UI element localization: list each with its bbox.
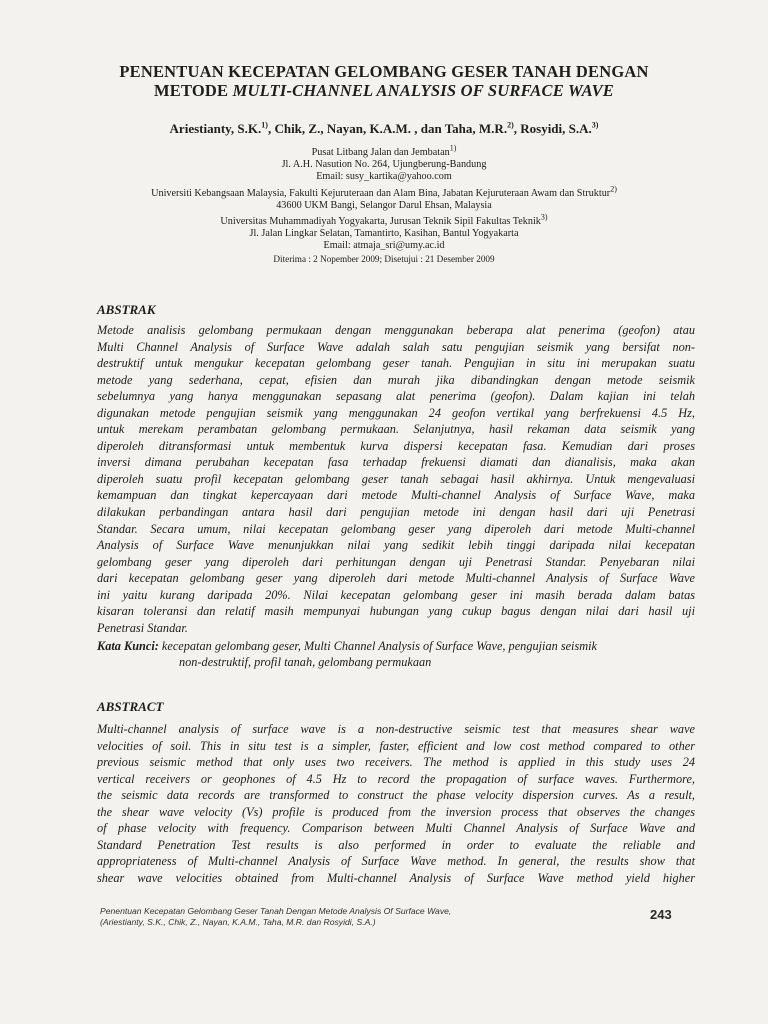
keywords <box>97 638 697 670</box>
author-2-4: , Chik, Z., Nayan, K.A.M. , dan Taha, M.R. <box>267 121 508 136</box>
keywords-text-1: kecepatan gelombang geser, Multi Channel Analysis of Surface Wave, pengujian seismik <box>158 639 598 653</box>
text-line: untuk merekam perambatan gelombang permukaan. Selanjutnya, hasil rekaman data seismik yang <box>97 422 695 437</box>
affiliation-2-name: Universiti Kebangsaan Malaysia, Fakulti Kejuruteraan dan Alam Bina, Jabatan Kejuruteraan Awam dan Struktur <box>151 187 611 199</box>
keywords-line-1 <box>97 638 697 654</box>
text-line: destruktif untuk mengukur kecepatan gelombang geser tanah. Pengujian in situ ini merupakan suatu <box>97 356 695 371</box>
author-4-sup: 2) <box>507 120 514 130</box>
text-line: inversi dimana perubahan kecepatan fasa terhadap frekuensi diamati dan dianalisis, maka akan <box>97 455 695 470</box>
affiliations <box>0 143 768 265</box>
text-line: ini yaitu kurang daripada 20%. Nilai kecepatan gelombang geser ini masih berada dalam batas <box>97 587 695 602</box>
affiliation-1-sup: 1) <box>449 143 457 153</box>
text-line: Multi-channel analysis of surface wave is a non-destructive seismic test that measures shear wave <box>97 722 695 736</box>
text-line: Metode analisis gelombang permukaan dengan menggunakan beberapa alat penerima (geofon) atau <box>97 323 695 337</box>
affiliation-3-sup: 3) <box>540 212 548 222</box>
abstrak-heading: ABSTRAK <box>97 302 156 317</box>
text-line: kemampuan dan tingkat kepercayaan dari metode Multi-channel Analysis of Surface Wave, maka <box>97 488 695 503</box>
title-line-2-plain: METODE <box>154 81 233 100</box>
affiliation-2-address: 43600 UKM Bangi, Selangor Darul Ehsan, Malaysia <box>276 199 492 211</box>
text-line: Standar. Secara umum, nilai kecepatan gelombang geser yang diperoleh dari metode Multi-channel <box>97 521 695 536</box>
text-line: vertical receivers or geophones of 4.5 Hz to record the propagation of surface waves. Furthermore, <box>97 771 695 786</box>
title-line-1: PENENTUAN KECEPATAN GELOMBANG GESER TANAH DENGAN <box>119 62 649 81</box>
text-line: Standard Penetration Test results is also performed in order to evaluate the reliable and <box>97 837 695 852</box>
affiliation-3-name: Universitas Muhammadiyah Yogyakarta, Jurusan Teknik Sipil Fakultas Teknik <box>220 216 541 228</box>
affiliation-3-email: Email: atmaja_sri@umy.ac.id <box>323 240 445 252</box>
text-line: of phase velocity with frequency. Comparison between Multi Channel Analysis of Surface Wave and <box>97 821 695 836</box>
author-5-sup: 3) <box>591 120 599 130</box>
text-line: appropriateness of Multi-channel Analysis of Surface Wave method. In general, the results show that <box>97 854 695 869</box>
keywords-label: Kata Kunci: <box>97 639 159 653</box>
footer-line-1: Penentuan Kecepatan Gelombang Geser Tanah Dengan Metode Analysis Of Surface Wave, <box>100 906 452 916</box>
affiliation-2 <box>0 184 768 200</box>
text-line: Multi Channel Analysis of Surface Wave adalah salah satu pengujian seismik yang bersifat non- <box>97 339 695 354</box>
affiliation-3 <box>0 212 768 228</box>
title-line-2 <box>0 81 768 100</box>
text-line: sebelumnya yang hanya menggunakan sepasang alat penerima (geofon). Dalam kajian ini telah <box>97 389 695 404</box>
abstract-body <box>97 721 695 886</box>
received-accepted-dates: Diterima : 2 Nopember 2009; Disetujui : 21 Desember 2009 <box>273 253 495 264</box>
abstrak-body <box>97 322 695 636</box>
affiliation-1 <box>0 143 768 159</box>
affiliation-1-address: Jl. A.H. Nasution No. 264, Ujungberung-Bandung <box>281 159 487 171</box>
affiliation-2-sup: 2) <box>610 184 617 194</box>
paper-title <box>0 62 768 100</box>
affiliation-1-name: Pusat Litbang Jalan dan Jembatan <box>311 147 450 158</box>
footer-line-2: (Ariestianty, S.K., Chik, Z., Nayan, K.A.M., Taha, M.R. dan Rosyidi, S.A.) <box>100 916 376 927</box>
affiliation-3-address: Jl. Jalan Lingkar Selatan, Tamantirto, Kasihan, Bantul Yogyakarta <box>249 228 519 240</box>
text-line: dari kecepatan gelombang geser yang diperoleh dari metode Multi-channel Analysis of Surface Wave <box>97 571 695 586</box>
running-footer <box>100 906 451 927</box>
title-line-2-italic: MULTI-CHANNEL ANALYSIS OF SURFACE WAVE <box>232 81 614 100</box>
text-line: the seismic data records are transformed to construct the phase velocity dispersion curves. As a result, <box>97 788 695 803</box>
abstract-heading: ABSTRACT <box>97 699 164 714</box>
keywords-line-2: non-destruktif, profil tanah, gelombang permukaan <box>179 655 432 669</box>
text-line: shear wave velocities obtained from Multi-channel Analysis of Surface Wave method yield higher <box>97 870 695 885</box>
text-line: velocities of soil. This in situ test is a simpler, faster, efficient and low cost method compared to other <box>97 738 695 753</box>
author-list <box>0 121 768 137</box>
text-line: metode yang sederhana, cepat, efisien dan murah jika dibandingkan dengan metode seismik <box>97 372 695 387</box>
author-5: , Rosyidi, S.A. <box>513 121 592 136</box>
text-line: digunakan metode pengujian seismik yang menggunakan 24 geofon vertikal yang berfrekuensi 4.5 Hz, <box>97 405 695 420</box>
author-1-sup: 1) <box>261 120 268 130</box>
text-line: Analysis of Surface Wave menunjukkan nilai yang sedikit lebih tinggi daripada nilai kecepatan <box>97 538 695 553</box>
affiliation-1-email: Email: susy_kartika@yahoo.com <box>316 171 452 183</box>
text-line: previous seismic method that only uses two receivers. The method is applied in this study uses 24 <box>97 755 695 770</box>
text-line: kisaran toleransi dan relatif masih mempunyai hubungan yang cukup bagus dengan nilai dari hasil uji <box>97 604 695 619</box>
page-number: 243 <box>650 907 672 922</box>
text-line: gelombang geser yang diperoleh dari perhitungan dengan uji Penetrasi Standar. Penyebaran nilai <box>97 554 695 569</box>
text-line: Penetrasi Standar. <box>97 620 188 635</box>
text-line: the shear wave velocity (Vs) profile is produced from the inversion process that observes the changes <box>97 804 695 819</box>
text-line: dilakukan perbandingan antara hasil dari pengujian metode ini dengan hasil dari uji Penetrasi <box>97 505 695 520</box>
text-line: diperoleh suatu profil kecepatan gelombang geser tanah sebagai hasil akhirnya. Untuk mengevaluasi <box>97 471 695 486</box>
text-line: diperoleh ditransformasi untuk membentuk kurva dispersi kecepatan fasa. Kemudian dari proses <box>97 438 695 453</box>
author-1: Ariestianty, S.K. <box>169 121 262 136</box>
